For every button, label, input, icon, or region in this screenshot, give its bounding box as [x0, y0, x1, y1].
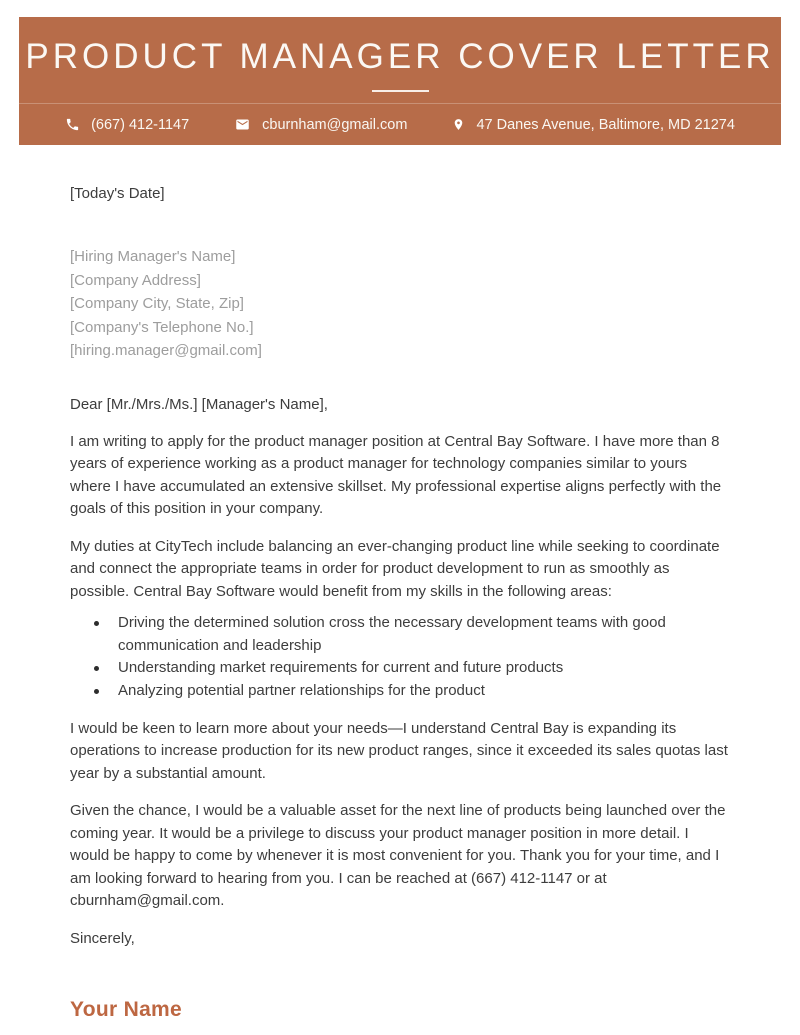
- contact-bar: [19, 103, 781, 145]
- recipient-line: [Company's Telephone No.]: [70, 318, 254, 336]
- recipient-line: [hiring.manager@gmail.com]: [70, 342, 262, 359]
- contact-phone-label: (667) 412-1147: [91, 116, 190, 133]
- list-item: Driving the determined solution cross the necessary development teams with good communication and leadership: [118, 612, 730, 657]
- recipient-line: [Company City, State, Zip]: [70, 295, 244, 312]
- list-item: Analyzing potential partner relationships for the product: [118, 680, 730, 703]
- recipient-line: [Hiring Manager's Name]: [70, 248, 236, 265]
- paragraph-closing: Given the chance, I would be a valuable asset for the next line of products being launched over the coming year. It would be a privilege to discuss your product manager position in more detail. I would be happy to come by whenever it is most convenient for you. Thank you for your time, and I am looking forward to hearing from you. I can be reached at (667) 412-1147 or at cburnham@gmail.com.: [70, 802, 726, 910]
- salutation: Dear [Mr./Mrs./Ms.] [Manager's Name],: [70, 395, 328, 413]
- skills-list: [70, 612, 730, 703]
- contact-address-label: 47 Danes Avenue, Baltimore, MD 21274: [476, 116, 735, 133]
- signature-name: Your Name: [70, 997, 183, 1021]
- paragraph-needs: I would be keen to learn more about your needs—I understand Central Bay is expanding its operations to increase production for its new product ranges, since it exceeded its sales quotas last year by a substantial amount.: [70, 719, 728, 782]
- location-icon: [452, 116, 465, 133]
- signoff: Sincerely,: [70, 929, 135, 947]
- email-icon: [234, 117, 251, 132]
- contact-address: [452, 116, 734, 133]
- recipient-block: [70, 245, 730, 363]
- letter-header: [19, 17, 781, 145]
- letter-body: [19, 183, 781, 1022]
- paragraph-duties: My duties at CityTech include balancing an ever-changing product line while seeking to coordinate and connect the appropriate teams in order for product development to run as smoothly as possible. Central Bay Software would benefit from my skills in the following areas:: [70, 537, 720, 600]
- contact-email: [234, 117, 407, 133]
- contact-email-label: cburnham@gmail.com: [262, 116, 408, 133]
- title-divider: [372, 90, 429, 92]
- list-item: Understanding market requirements for current and future products: [118, 657, 730, 680]
- paragraph-intro: I am writing to apply for the product manager position at Central Bay Software. I have more than 8 years of experience working as a product manager for technology companies similar to yours where I have accumulated an extensive skillset. My professional expertise aligns perfectly with the goals of this position in your company.: [70, 432, 722, 517]
- date-placeholder: [Today's Date]: [70, 185, 165, 202]
- contact-phone: [65, 117, 189, 133]
- recipient-line: [Company Address]: [70, 271, 201, 289]
- page-title: PRODUCT MANAGER COVER LETTER: [25, 37, 775, 76]
- phone-icon: [65, 117, 80, 132]
